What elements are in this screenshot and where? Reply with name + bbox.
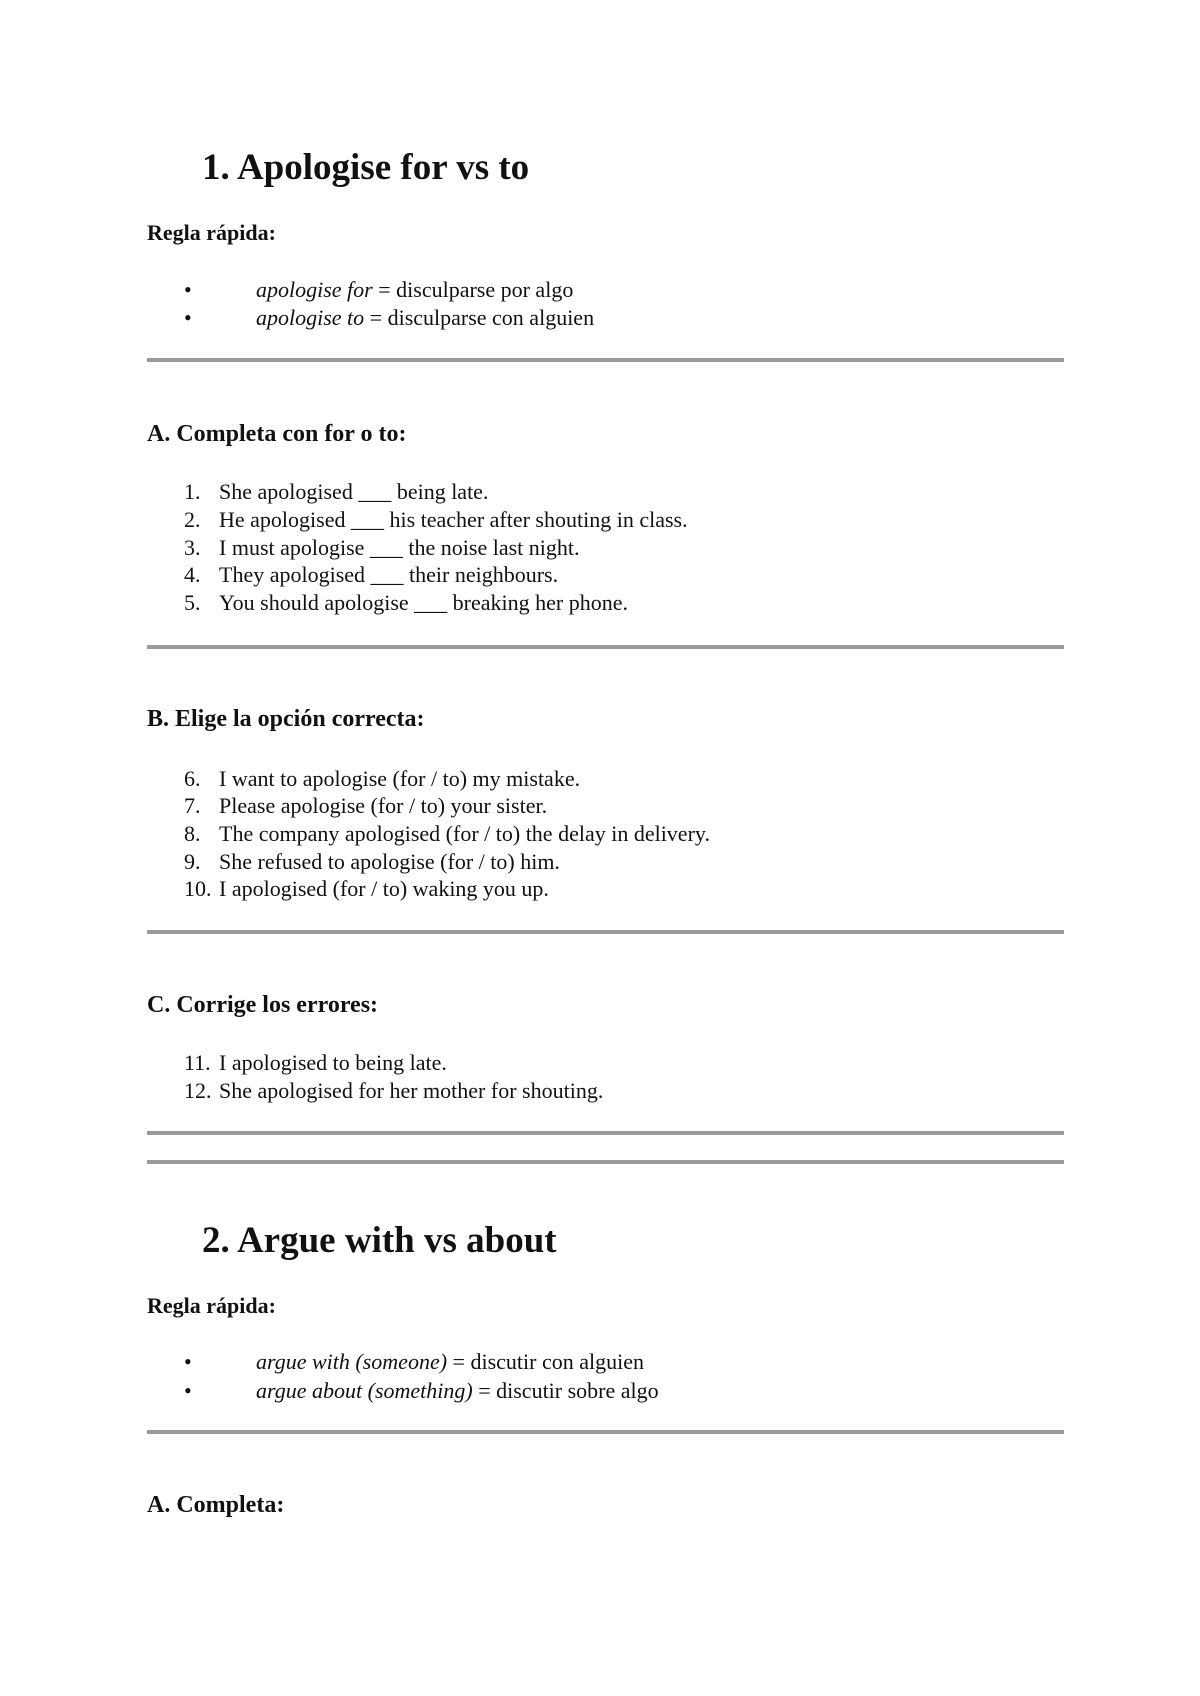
exercise-item: I apologised (for / to) waking you up. [219, 876, 549, 901]
part-c-heading: C. Corrige los errores: [147, 992, 379, 1018]
item-number: 12. [184, 1078, 212, 1103]
exercise-item: I apologised to being late. [219, 1050, 447, 1075]
divider [147, 930, 1064, 934]
rule-meaning: = disculparse con alguien [369, 305, 595, 330]
divider [147, 645, 1064, 649]
rule-term: argue with (someone) [256, 1349, 448, 1374]
rule-item [256, 277, 573, 303]
exercise-item: She apologised for her mother for shouting. [219, 1078, 604, 1103]
item-number: 6. [184, 766, 201, 791]
item-number: 1. [184, 479, 201, 504]
divider [147, 1131, 1064, 1135]
section-2-rule-label: Regla rápida: [147, 1293, 276, 1318]
rule-term: argue about (something) [256, 1378, 473, 1403]
bullet-icon: • [184, 305, 192, 330]
section-2-title: 2. Argue with vs about [202, 1220, 557, 1261]
exercise-item: She apologised ___ being late. [219, 479, 489, 504]
part-a-heading: A. Completa con for o to: [147, 421, 407, 447]
item-number: 4. [184, 562, 201, 587]
item-number: 2. [184, 507, 201, 532]
divider [147, 1430, 1064, 1434]
divider [147, 1160, 1064, 1164]
exercise-item: They apologised ___ their neighbours. [219, 562, 559, 587]
rule-meaning: = discutir sobre algo [478, 1378, 659, 1403]
part-b-heading: B. Elige la opción correcta: [147, 706, 425, 732]
rule-item [256, 1349, 644, 1375]
bullet-icon: • [184, 1349, 192, 1374]
exercise-item: Please apologise (for / to) your sister. [219, 793, 548, 818]
item-number: 8. [184, 821, 201, 846]
rule-meaning: = discutir con alguien [452, 1349, 644, 1374]
item-number: 3. [184, 535, 201, 560]
bullet-icon: • [184, 277, 192, 302]
section-1-rule-label: Regla rápida: [147, 220, 276, 245]
bullet-icon: • [184, 1378, 192, 1403]
item-number: 9. [184, 849, 201, 874]
rule-term: apologise for [256, 277, 373, 302]
item-number: 11. [184, 1050, 211, 1075]
rule-term: apologise to [256, 305, 365, 330]
exercise-item: He apologised ___ his teacher after shouting in class. [219, 507, 688, 532]
rule-item [256, 1378, 659, 1404]
exercise-item: I want to apologise (for / to) my mistake. [219, 766, 581, 791]
exercise-item: The company apologised (for / to) the delay in delivery. [219, 821, 710, 846]
divider [147, 358, 1064, 362]
rule-item [256, 305, 594, 331]
exercise-item: She refused to apologise (for / to) him. [219, 849, 560, 874]
exercise-item: You should apologise ___ breaking her phone. [219, 590, 628, 615]
item-number: 10. [184, 876, 212, 901]
section-2-part-a-heading: A. Completa: [147, 1492, 285, 1518]
item-number: 7. [184, 793, 201, 818]
rule-meaning: = disculparse por algo [378, 277, 574, 302]
exercise-item: I must apologise ___ the noise last night. [219, 535, 580, 560]
section-1-title: 1. Apologise for vs to [202, 147, 530, 188]
item-number: 5. [184, 590, 201, 615]
